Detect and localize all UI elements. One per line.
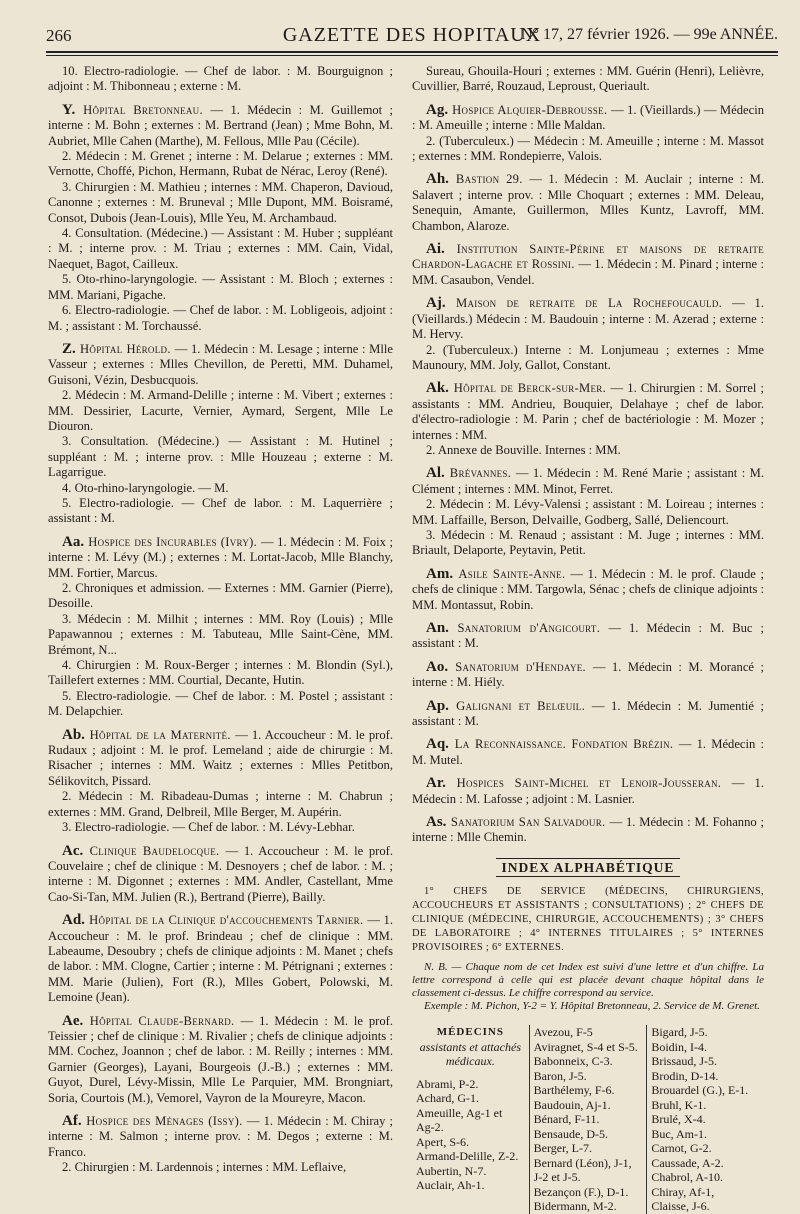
index-name: Bidermann, M-2. (533, 1199, 617, 1214)
index-name: Brulé, X-4. (651, 1112, 706, 1127)
service-line (48, 789, 393, 820)
index-name: Babonneix, C-3. (533, 1054, 613, 1069)
service-line (412, 660, 764, 691)
index-name: Barthélemy, F-6. (533, 1083, 615, 1098)
index-col-1-sub: assistants et attachés médicaux. (419, 1039, 521, 1069)
hospital-entry (412, 737, 764, 768)
service-text: Sureau, Ghouila-Houri ; externes : MM. Guérin (Henri), Lelièvre, Cuvillier, Barré, Rouzaud, Leproust, Queriault. (412, 64, 764, 94)
entry-letter: Al. (426, 465, 450, 482)
service-text: 2. (Tuberculeux.) Interne : M. Lonjumeau ; externes : Mme Maunoury, MM. Joly, Gallot, Constant. (412, 342, 764, 372)
service-line (48, 913, 393, 1005)
service-text: — 1. Médecin : M. Mutel. (412, 737, 764, 767)
entry-letter: Ag. (426, 101, 453, 118)
index-name: Buc, Am-1. (651, 1126, 708, 1141)
hospital-name: Hospice Alquier-Debrousse. (452, 102, 612, 117)
service-line (48, 728, 393, 790)
index-name: Brodin, D-14. (651, 1068, 719, 1083)
service-text: — 1. Médecin : M. le prof. Claude ; chefs de clinique : MM. Targowla, Sénac ; chefs de clinique adjoints : MM. Montassut, Robin. (412, 566, 764, 612)
hospital-entry (412, 64, 764, 95)
service-text: — 1. Médecin : M. le prof. Teissier ; chef de clinique : M. Rivalier ; chefs de clinique adjoints : MM. Cochez, Joannon ; chef de labor. : M. Reilly ; internes : MM. Garnier (Georges), Layani, Bourgeois (J.-B.) ; externes : MM. Guyot, Durel, Lévy-Missin, Mlle Le Parquier, MM. Brongniart, Soria, Courtois (M.), Vemorel, Vayron de la Moureyre, Macon. (48, 1013, 393, 1105)
index-name: Ameuille, Ag-1 et (416, 1105, 503, 1120)
page-header (46, 20, 778, 54)
index-name: Bruhl, K-1. (651, 1097, 707, 1112)
service-line (412, 103, 764, 134)
index-name: Caussade, A-2. (651, 1155, 724, 1170)
service-text: — 1. Médecin : M. Foix ; interne : M. Lévy (M.) ; externes : M. Lortat-Jacob, Mlle Blanchy, MM. Fortier, Marcus. (48, 534, 394, 580)
hospital-entry (412, 242, 764, 288)
hospital-name: Hôpital Claude-Bernard. (89, 1013, 241, 1028)
hospital-name: Hôpital de la Maternité. (89, 727, 236, 742)
service-text: 6. Electro-radiologie. — Chef de labor. : M. Lobligeois, adjoint : M. ; assistant : M. Torchaussé. (48, 303, 393, 333)
service-text: — 1. Chirurgien : M. Sorrel ; assistants : MM. Andrieu, Bouquier, Delahaye ; chef de labor. d'électro-radiologie : M. Parin ; chef de bactériologie : M. Mozer ; internes : MM. (412, 381, 764, 442)
entry-letter: Af. (62, 1113, 87, 1129)
index-col-3 (646, 1025, 764, 1214)
hospital-name: Hospices Saint-Michel et Lenoir-Jousseran. (456, 776, 732, 791)
service-text: — 1. Accoucheur : M. le prof. Couvelaire ; chef de clinique : M. Desnoyers ; chef de labor. : M. ; interne : M. Digonnet ; externes : MM. Andler, Castellant, Mme Cao-Si-Tan, MM. Julien (R.), Bertrand (Pierre), Bailly. (48, 843, 394, 904)
entry-letter: Ae. (62, 1012, 90, 1029)
hospital-name: Hôpital Hérold. (80, 341, 175, 356)
hospital-entry (412, 621, 764, 652)
service-line (412, 443, 764, 458)
service-line (48, 481, 393, 496)
hospital-name: Sanatorium San Salvadour. (450, 815, 610, 830)
entry-letter: Ah. (426, 171, 456, 188)
hospital-entry (48, 64, 393, 95)
service-line (412, 567, 764, 613)
hospital-name: Institution Sainte-Périne et maisons de retraite Chardon-Lagache et Rossini. (412, 242, 764, 272)
hospital-name: Sanatorium d'Angicourt. (457, 621, 609, 635)
hospital-entry (48, 1014, 393, 1106)
service-text: 10. Electro-radiologie. — Chef de labor. : M. Bourguignon ; adjoint : M. Thibonneau ; externe : M. (48, 64, 393, 94)
service-text: 5. Oto-rhino-laryngologie. — Assistant : M. Bloch ; externes : MM. Mariani, Pigache. (48, 272, 393, 302)
hospital-name: Hospice des Ménages (Issy). (86, 1114, 247, 1128)
journal-title: GAZETTE DES HOPITAUX (282, 24, 542, 46)
service-line (412, 242, 764, 288)
service-text: 3. Médecin : M. Renaud ; assistant : M. Juge ; internes : MM. Briault, Delaporte, Peytavin, Petit. (412, 527, 764, 558)
service-text: 3. Médecin : M. Milhit ; internes : MM. Roy (Louis) ; Mlle Papawannou ; externes : M. Tabuteau, Mlle Saint-Cène, MM. Brémont, N... (48, 611, 393, 657)
hospital-name: Hospice des Incurables (Ivry). (88, 534, 261, 549)
index-name: J-2 et J-5. (533, 1170, 581, 1185)
hospital-name: La Reconnaissance. Fondation Brézin. (454, 737, 679, 752)
hospital-entry (412, 815, 764, 846)
service-text: — 1. Médecin : M. Chiray ; interne : M. Salmon ; interne prov. : M. Degos ; externe : M. Franco. (48, 1114, 393, 1159)
service-line (48, 581, 393, 612)
hospital-entry (48, 103, 393, 334)
index-name: Berger, L-7. (533, 1141, 592, 1156)
entry-letter: Aj. (426, 295, 456, 312)
service-text: — 1. (Vieillards.) — Médecin : M. Ameuille ; interne : Mlle Maldan. (412, 102, 764, 133)
service-text: 2. Médecin : M. Lévy-Valensi ; assistant : M. Loireau ; internes : MM. Laffaille, Berson, Delvaille, Godberg, Sallé, Deliencourt. (412, 497, 764, 527)
service-text: 2. Chirurgien : M. Lardennois ; internes : MM. Leflaive, (62, 1160, 347, 1175)
index-name: Baron, J-5. (533, 1068, 587, 1083)
service-line (412, 776, 764, 807)
entry-letter: An. (426, 620, 458, 636)
service-text: — 1. Médecin : M. Buc ; assistant : M. (412, 621, 764, 651)
service-line (48, 272, 393, 303)
index-name: Bezançon (F.), D-1. (533, 1184, 629, 1199)
service-text: — 1. Médecin : M. Morancé ; interne : M. Hiély. (412, 659, 764, 690)
service-line (48, 820, 393, 835)
index-name: Aubertin, N-7. (416, 1163, 487, 1178)
service-line (412, 64, 764, 95)
service-line (412, 621, 764, 652)
hospital-name: Hôpital Bretonneau. (83, 102, 211, 117)
entry-letter: Ar. (426, 775, 457, 792)
service-line (412, 737, 764, 768)
service-text: — 1. (Vieillards.) Médecin : M. Baudouin ; interne : M. Azerad ; externe : M. Hervy. (412, 296, 765, 342)
hospital-entry (412, 381, 764, 458)
index-name: Baudouin, Aj-1. (533, 1097, 611, 1112)
hospital-entry (48, 535, 393, 720)
service-line (412, 699, 764, 730)
service-text: — 1. Médecin : M. Guillemot ; interne : M. Bohn ; externes : M. Bertrand (Jean) ; Mme Bohn, M. Aubriet, Mlle Cahen (Marthe), M. Fellous, Mlle Pau (Cécile). (48, 102, 394, 148)
index-name: Achard, G-1. (416, 1091, 479, 1106)
entry-letter: Ab. (62, 726, 90, 743)
service-line (48, 844, 393, 906)
service-line (48, 226, 393, 272)
hospital-name: Asile Sainte-Anne. (458, 566, 571, 581)
hospital-entry (412, 660, 764, 691)
service-text: — 1. Médecin : M. Lafosse ; adjoint : M. Lasnier. (412, 776, 764, 806)
index-name: Bigard, J-5. (651, 1025, 708, 1040)
index-name: Apert, S-6. (416, 1134, 469, 1149)
right-column (412, 64, 764, 1214)
service-text: — 1. Médecin : M. Jumentié ; assistant : M. (412, 698, 764, 729)
hospital-entry (412, 103, 764, 165)
service-text: 2. Médecin : M. Armand-Delille ; interne : M. Vibert ; externes : MM. Dessirier, Lacurte, Vernier, Aymard, Sergent, Mlle Le Diouron. (48, 388, 393, 433)
hospital-entry (48, 844, 393, 906)
hospital-entry (412, 699, 764, 730)
index-name: Aviragnet, S-4 et S-5. (533, 1039, 638, 1054)
entry-letter: Aa. (62, 533, 89, 550)
index-name: Auclair, Ah-1. (416, 1178, 485, 1193)
service-text: — 1. Médecin : M. René Marie ; assistant : M. Clément ; internes : MM. Minot, Ferret. (412, 466, 764, 496)
index-name: Carnot, G-2. (651, 1141, 712, 1156)
hospital-name: Maison de retraite de La Rochefoucauld. (455, 296, 733, 311)
index-note: N. B. — Chaque nom de cet Index est suivi d'une lettre et d'un chiffre. La lettre correspond à celle qui est placée devant chaque hôpital dans le classement ci-dessus. Le chiffre correspond au service. (412, 961, 764, 1000)
service-line (412, 172, 764, 234)
entry-letter: Ao. (426, 658, 456, 675)
service-text: 2. Médecin : M. Grenet ; interne : M. Delarue ; externes : MM. Vernotte, Choffé, Pichon, Hermann, Rubat de Nérac, Leroy (René). (48, 149, 393, 179)
service-text: 2. Annexe de Bouville. Internes : MM. (426, 442, 621, 457)
service-text: — 1. Accoucheur : M. le prof. Brindeau ; chef de clinique : MM. Labeaume, Desoubry ; chefs de clinique adjoints : M. Manet ; chefs de labor. : MM. Clogne, Cartier ; interne : M. Pétrignani ; externes : MM. Marie (Julien), Fort (R.), Mlles Gobert, Polowski, M. Lemoine (Jean). (48, 913, 393, 1005)
entry-letter: Aq. (426, 736, 455, 753)
service-line (412, 296, 764, 342)
service-line (412, 343, 764, 374)
header-rule (46, 51, 778, 53)
issue-info: N° 17, 27 février 1926. — 99e ANNÉE. (520, 26, 778, 43)
service-text: 2. Chroniques et admission. — Externes : MM. Garnier (Pierre), Desoille. (48, 581, 393, 611)
service-text: 3. Chirurgien : M. Mathieu ; internes : MM. Chaperon, Davioud, Canonne ; externes : M. Bruneval ; Mlle Dupont, MM. Boisramé, Consot, Dubois (Jean-Louis), Mlle Yeu, M. Archambaud. (48, 179, 393, 225)
service-line (48, 149, 393, 180)
service-line (412, 528, 764, 559)
index-name: Armand-Delille, Z-2. (416, 1149, 519, 1164)
service-line (48, 180, 393, 226)
index-name: Bensaude, D-5. (533, 1126, 608, 1141)
index-name: Brouardel (G.), E-1. (651, 1083, 749, 1098)
entry-letter: Ad. (62, 912, 90, 929)
index-example: Exemple : M. Pichon, Y-2 = Y. Hôpital Bretonneau, 2. Service de M. Grenet. (424, 1000, 760, 1013)
left-column (48, 64, 393, 1184)
service-text: 4. Oto-rhino-laryngologie. — M. (62, 480, 229, 495)
service-line (48, 388, 393, 434)
service-text: 3. Electro-radiologie. — Chef de labor. : M. Lévy-Lebhar. (62, 820, 355, 835)
index-name: Boidin, I-4. (651, 1039, 708, 1054)
hospital-entry (48, 913, 393, 1005)
service-line (48, 434, 393, 480)
hospital-entry (48, 728, 393, 836)
service-line (48, 612, 393, 658)
index-name: Chabrol, A-10. (651, 1170, 724, 1185)
service-line (412, 134, 764, 165)
index-categories: 1° CHEFS DE SERVICE (MÉDECINS, CHIRURGIENS, ACCOUCHEURS ET ASSISTANTS ; CONSULTATIONS) ; 2° CHEFS DE CLINIQUE (MÉDECINE, CHIRURGIE, ACCOUCHEMENTS) ; 3° CHEFS DE LABORATOIRE ; 4° INTERNES TITULAIRES ; 5° INTERNES PROVISOIRES ; 6° EXTERNES. (412, 886, 764, 954)
hospital-name: Bastion 29. (455, 172, 530, 187)
index-name: Ag-2. (416, 1120, 444, 1135)
service-line (48, 64, 393, 95)
hospital-name: Brévannes. (449, 466, 516, 481)
entry-letter: Z. (62, 340, 81, 357)
hospital-entry (48, 1114, 393, 1176)
hospital-name: Hôpital de la Clinique d'accouchements Tarnier. (89, 913, 368, 928)
header-rule-thin (46, 55, 778, 56)
service-line (48, 103, 393, 149)
right-entries (412, 64, 764, 846)
service-line (48, 342, 393, 388)
service-line (48, 1014, 393, 1106)
entry-letter: Am. (426, 565, 459, 582)
service-text: 4. Consultation. (Médecine.) — Assistant : M. Huber ; suppléant : M. ; interne prov. : M. Triau ; externes : MM. Cain, Vidal, Naequet, Bagot, Cailleux. (48, 226, 393, 271)
hospital-name: Hôpital de Berck-sur-Mer. (453, 381, 611, 396)
index-col-1 (412, 1025, 529, 1214)
index-title: INDEX ALPHABÉTIQUE (412, 860, 764, 875)
hospital-entry (412, 776, 764, 807)
hospital-name: Galignani et Belœuil. (456, 698, 592, 713)
service-text: 2. (Tuberculeux.) — Médecin : M. Ameuille ; interne : M. Massot ; externes : MM. Rondepierre, Valois. (412, 133, 764, 164)
index-name: Claisse, J-6. (651, 1199, 710, 1214)
index-name: Brissaud, J-5. (651, 1054, 718, 1069)
service-line (48, 658, 393, 689)
service-text: 5. Electro-radiologie. — Chef de labor. : M. Laquerrière ; assistant : M. (48, 495, 393, 526)
service-text: 5. Electro-radiologie. — Chef de labor. : M. Postel ; assistant : M. Delapchier. (48, 688, 393, 719)
entry-letter: As. (426, 814, 451, 831)
hospital-entry (412, 567, 764, 613)
service-line (48, 1160, 393, 1175)
index-name: Avezou, F-5 (533, 1025, 593, 1040)
service-line (412, 497, 764, 528)
service-text: — 1. Médecin : M. Lesage ; interne : Mlle Vasseur ; externes : Mlles Chevillon, de Peretti, MM. Duhamel, Guisoni, Vézin, Desbucquois. (48, 341, 393, 387)
index-name: Chiray, Af-1, (651, 1184, 715, 1199)
hospital-name: Sanatorium d'Hendaye. (455, 659, 593, 674)
service-line (48, 535, 393, 581)
hospital-entry (48, 342, 393, 527)
index-col-1-head: MÉDECINS (436, 1026, 504, 1039)
service-text: — 1. Médecin : M. Auclair ; interne : M. Salavert ; interne prov. : Mlle Choquart ; externes : MM. Deleau, Senequin, Amante, Guillermon, Mlles Kuntz, Lavroff, MM. Chambon, Alaroze. (412, 172, 764, 233)
index-name: Bernard (Léon), J-1, (533, 1155, 632, 1170)
service-text: — 1. Médecin : M. Pinard ; interne : MM. Casaubon, Vendel. (412, 257, 764, 287)
index-col-2 (529, 1025, 647, 1214)
service-text: 3. Consultation. (Médecine.) — Assistant : M. Hutinel ; suppléant : M. ; interne prov. : Mlle Houzeau ; externe : M. Lagarrigue. (48, 434, 393, 480)
service-text: 2. Médecin : M. Ribadeau-Dumas ; interne : M. Chabrun ; externes : MM. Grand, Delbreil, Mlle Berger, M. Aupérin. (48, 789, 393, 819)
service-text: — 1. Médecin : M. Fohanno ; interne : Mlle Chemin. (412, 815, 764, 845)
service-text: 4. Chirurgien : M. Roux-Berger ; internes : M. Blondin (Syl.), Taillefert externes : MM. Courtial, Decante, Hutin. (48, 658, 393, 688)
service-line (412, 815, 764, 846)
page-number: 266 (46, 26, 72, 45)
service-text: — 1. Accoucheur : M. le prof. Rudaux ; adjoint : M. le prof. Lemeland ; aide de chirurgie : M. Risacher ; internes : MM. Waitz ; externes : Mlles Petitbon, Sélikovitch, Pissard. (48, 727, 393, 788)
service-line (412, 381, 764, 443)
entry-letter: Ac. (62, 842, 90, 859)
entry-letter: Y. (62, 101, 84, 118)
index-name: Abrami, P-2. (416, 1076, 479, 1091)
index-name: Bénard, F-11. (533, 1112, 600, 1127)
entry-letter: Ap. (426, 697, 457, 714)
hospital-name: Clinique Baudelocque. (89, 843, 226, 858)
hospital-entry (412, 172, 764, 234)
service-line (412, 466, 764, 497)
service-line (48, 1114, 393, 1160)
index-table (412, 1025, 764, 1214)
service-line (48, 689, 393, 720)
service-line (48, 496, 393, 527)
hospital-entry (412, 296, 764, 373)
hospital-entry (412, 466, 764, 558)
entry-letter: Ak. (426, 380, 454, 397)
service-line (48, 303, 393, 334)
entry-letter: Ai. (426, 241, 457, 258)
